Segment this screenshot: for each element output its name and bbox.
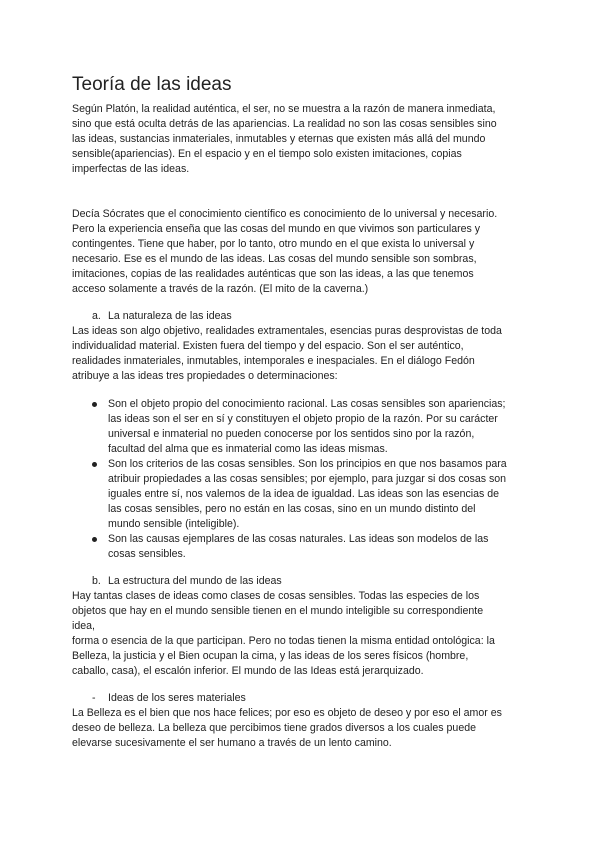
text-line: Decía Sócrates que el conocimiento científico es conocimiento de lo universal y necesario.: [72, 208, 498, 220]
text-line: sino que está oculta detrás de las apariencias. La realidad no son las cosas sensibles sino: [72, 118, 497, 130]
text-line: forma o esencia de la que participan. Pero no todas tienen la misma entidad ontológica: la: [72, 635, 495, 647]
text-line: las cosas sensibles, pero no están en las cosas, sino en un mundo distinto del: [108, 503, 476, 515]
list-marker: a.: [92, 310, 101, 322]
bullet-item-2: [92, 457, 532, 532]
section-b-body: [72, 589, 528, 679]
text-line: imitaciones, copias de las realidades auténticas que son las ideas, a las que tenemos: [72, 268, 474, 280]
section-c-body: [72, 706, 528, 751]
text-line: elevarse sucesivamente el ser humano a través de un lento camino.: [72, 737, 392, 749]
text-line: cosas sensibles.: [108, 548, 186, 560]
text-line: Pero la experiencia enseña que las cosas del mundo en que vivimos son particulares y: [72, 223, 481, 235]
text-line: realidades inmateriales, inmutables, intemporales e inespaciales. En el diálogo Fedón: [72, 355, 475, 367]
text-line: atribuye a las ideas tres propiedades o determinaciones:: [72, 370, 338, 382]
bullet-icon: [92, 402, 97, 407]
text-line: imperfectas de las ideas.: [72, 163, 190, 175]
section-b-heading: [92, 574, 282, 589]
text-line: idea,: [72, 620, 95, 632]
section-a-body: [72, 324, 528, 384]
list-marker: b.: [92, 575, 101, 587]
list-marker: -: [92, 692, 96, 704]
text-line: Según Platón, la realidad auténtica, el ser, no se muestra a la razón de manera inmediata,: [72, 103, 496, 115]
text-line: individualidad material. Existen fuera del tiempo y del espacio. Son el ser auténtico,: [72, 340, 464, 352]
text-line: universal e inmaterial no pueden conocerse por los sentidos sino por la razón,: [108, 428, 475, 440]
text-line: contingentes. Tiene que haber, por lo tanto, otro mundo en el que exista lo universal y: [72, 238, 475, 250]
text-line: objetos que hay en el mundo sensible tienen en el mundo inteligible su correspondiente: [72, 605, 484, 617]
text-line: acceso solamente a través de la razón. (El mito de la caverna.): [72, 283, 369, 295]
bullet-item-3: [92, 532, 532, 562]
text-line: sensible(apariencias). En el espacio y en el tiempo solo existen imitaciones, copias: [72, 148, 462, 160]
text-line: Hay tantas clases de ideas como clases de cosas sensibles. Todas las especies de los: [72, 590, 480, 602]
paragraph-2: [72, 207, 528, 297]
section-b-heading-text: La estructura del mundo de las ideas: [108, 575, 282, 587]
section-a-heading: [92, 309, 232, 324]
text-line: deseo de belleza. La belleza que percibimos tiene grados diversos a los cuales puede: [72, 722, 477, 734]
bullet-item-1: [92, 397, 532, 457]
text-line: las ideas, sustancias inmateriales, inmutables y eternas que existen más allá del mundo: [72, 133, 486, 145]
bullet-icon: [92, 462, 97, 467]
paragraph-1: [72, 102, 528, 177]
section-c-heading-text: Ideas de los seres materiales: [108, 692, 246, 704]
text-line: Son los criterios de las cosas sensibles. Son los principios en que nos basamos para: [108, 458, 507, 470]
text-line: necesario. Ese es el mundo de las ideas. Las cosas del mundo sensible son sombras,: [72, 253, 477, 265]
text-line: Son las causas ejemplares de las cosas naturales. Las ideas son modelos de las: [108, 533, 489, 545]
section-c-heading: [92, 691, 246, 706]
text-line: La Belleza es el bien que nos hace felices; por eso es objeto de deseo y por eso el amor es: [72, 707, 502, 719]
section-a-heading-text: La naturaleza de las ideas: [108, 310, 232, 322]
text-line: Belleza, la justicia y el Bien ocupan la cima, y las ideas de los seres físicos (hombre,: [72, 650, 469, 662]
text-line: caballo, casa), el escalón inferior. El mundo de las Ideas está jerarquizado.: [72, 665, 424, 677]
text-line: Las ideas son algo objetivo, realidades extramentales, esencias puras desprovistas de toda: [72, 325, 502, 337]
bullet-icon: [92, 537, 97, 542]
page-title: Teoría de las ideas: [72, 74, 232, 95]
text-line: facultad del alma que es inmaterial como las ideas mismas.: [108, 443, 388, 455]
text-line: atribuir propiedades a las cosas sensibles; por ejemplo, para juzgar si dos cosas son: [108, 473, 507, 485]
text-line: Son el objeto propio del conocimiento racional. Las cosas sensibles son apariencias;: [108, 398, 506, 410]
text-line: iguales entre sí, nos valemos de la idea de igualdad. Las ideas son las esencias de: [108, 488, 500, 500]
text-line: mundo sensible (inteligible).: [108, 518, 240, 530]
text-line: las ideas son el ser en sí y constituyen el objeto propio de la razón. Por su carácter: [108, 413, 498, 425]
